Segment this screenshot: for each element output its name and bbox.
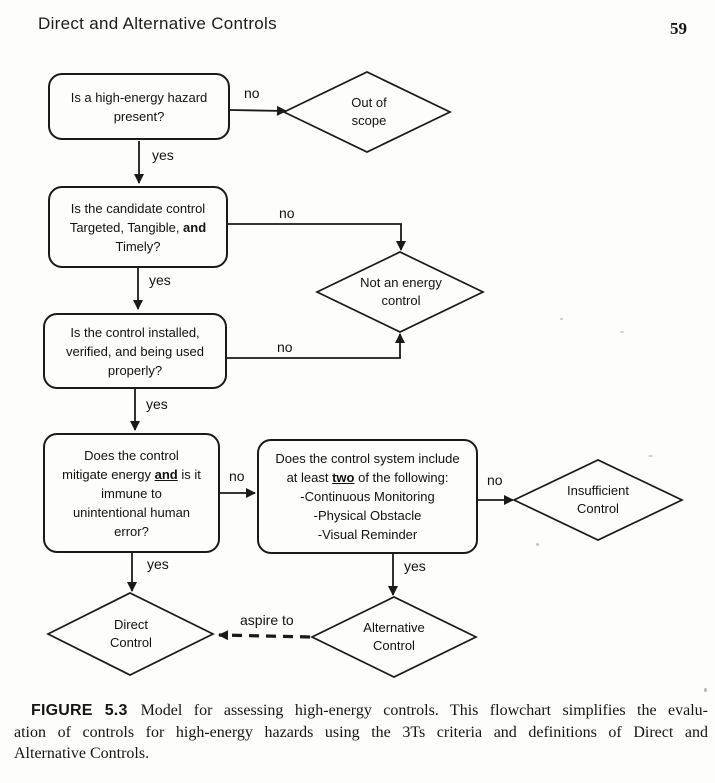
edge-label-aspire-to: aspire to — [240, 612, 294, 628]
edge-label-no-q2: no — [279, 205, 295, 221]
q5-line-2-post: of the following: — [354, 470, 449, 485]
arrow-q1-no — [230, 110, 286, 111]
q2-line-2 — [70, 218, 206, 237]
q4-and-emphasis: and — [154, 466, 178, 482]
not-an-energy-control-label — [360, 274, 442, 310]
caption-line-3: Alternative Controls. — [14, 745, 150, 762]
q2-line-1: Is the candidate control — [70, 200, 206, 216]
q4-line-2-pre: mitigate energy — [62, 466, 155, 482]
q1-line-1: Is a high-energy hazard — [70, 89, 208, 105]
scan-artifact — [560, 318, 563, 320]
q5-two-emphasis: two — [332, 470, 355, 485]
scan-artifact — [536, 543, 539, 546]
q5-line-2 — [287, 468, 449, 487]
q1-line-2: present? — [113, 108, 165, 124]
decision-box-control-installed — [43, 313, 227, 389]
not-an-energy-control-line-2: control — [381, 293, 421, 308]
out-of-scope-line-2: scope — [351, 113, 387, 128]
q5-item-physical-obstacle: -Physical Obstacle — [313, 508, 422, 523]
q5-item-continuous-monitoring: -Continuous Monitoring — [300, 489, 435, 504]
edge-label-no-q4: no — [229, 468, 245, 484]
decision-box-high-energy-hazard — [48, 73, 230, 140]
figure-caption-label: FIGURE 5.3 — [31, 702, 128, 719]
edge-label-yes-q4: yes — [147, 556, 169, 572]
edge-label-yes-q1: yes — [152, 147, 174, 163]
edge-label-no-q1: no — [244, 85, 260, 101]
insufficient-control-line-2: Control — [577, 501, 619, 516]
q2-line-2-text: Targeted, Tangible, — [69, 219, 184, 235]
insufficient-control-line-1: Insufficient — [567, 483, 629, 498]
q2-line-3: Timely? — [115, 238, 161, 254]
q4-line-2 — [62, 465, 201, 484]
q3-line-3: properly? — [107, 362, 163, 378]
q3-line-2: verified, and being used — [65, 343, 205, 359]
decision-box-control-system-criteria — [257, 439, 478, 554]
decision-box-candidate-control-3ts — [48, 186, 228, 268]
edge-label-no-q3: no — [277, 339, 293, 355]
arrow-aspire-to — [219, 635, 310, 637]
q4-line-4: unintentional human — [72, 504, 191, 520]
caption-line-2: ation of controls for high-energy hazards using the 3Ts criteria and definitions of Direct and — [14, 723, 708, 741]
page-title: Direct and Alternative Controls — [38, 14, 277, 33]
q4-line-1: Does the control — [84, 447, 179, 463]
q4-line-3: immune to — [101, 485, 162, 501]
scan-artifact — [704, 688, 707, 692]
q3-line-1: Is the control installed, — [70, 324, 200, 340]
alternative-control-line-2: Control — [373, 638, 415, 653]
insufficient-control-label — [567, 482, 629, 518]
direct-control-line-1: Direct — [114, 617, 148, 632]
q5-line-2-pre: at least — [286, 470, 333, 485]
q5-line-1: Does the control system include — [275, 451, 460, 466]
q4-line-5: error? — [114, 523, 149, 539]
edge-label-yes-q2: yes — [149, 272, 171, 288]
out-of-scope-line-1: Out of — [351, 95, 387, 110]
not-an-energy-control-line-1: Not an energy — [360, 275, 442, 290]
alternative-control-line-1: Alternative — [363, 620, 425, 635]
scan-artifact — [648, 455, 653, 457]
edge-label-yes-q5: yes — [404, 558, 426, 574]
alternative-control-label — [363, 619, 424, 655]
caption-line-1 — [14, 700, 708, 722]
page-number: 59 — [670, 19, 687, 38]
scan-artifact — [620, 331, 624, 333]
edge-label-no-q5: no — [487, 472, 503, 488]
q4-line-2-post: is it — [177, 466, 201, 482]
q5-item-visual-reminder: -Visual Reminder — [317, 527, 418, 542]
arrow-q3-no — [227, 334, 400, 358]
figure-caption — [14, 700, 708, 765]
direct-control-line-2: Control — [110, 635, 152, 650]
out-of-scope-label — [351, 94, 386, 130]
decision-box-mitigates-energy — [43, 433, 220, 553]
q2-and-emphasis: and — [183, 219, 207, 235]
edge-label-yes-q3: yes — [146, 396, 168, 412]
arrow-q2-no — [228, 224, 401, 250]
direct-control-label — [110, 616, 152, 652]
caption-line-1-text: Model for assessing high-energy controls. This flowchart simplifies the evalu- — [140, 702, 708, 719]
